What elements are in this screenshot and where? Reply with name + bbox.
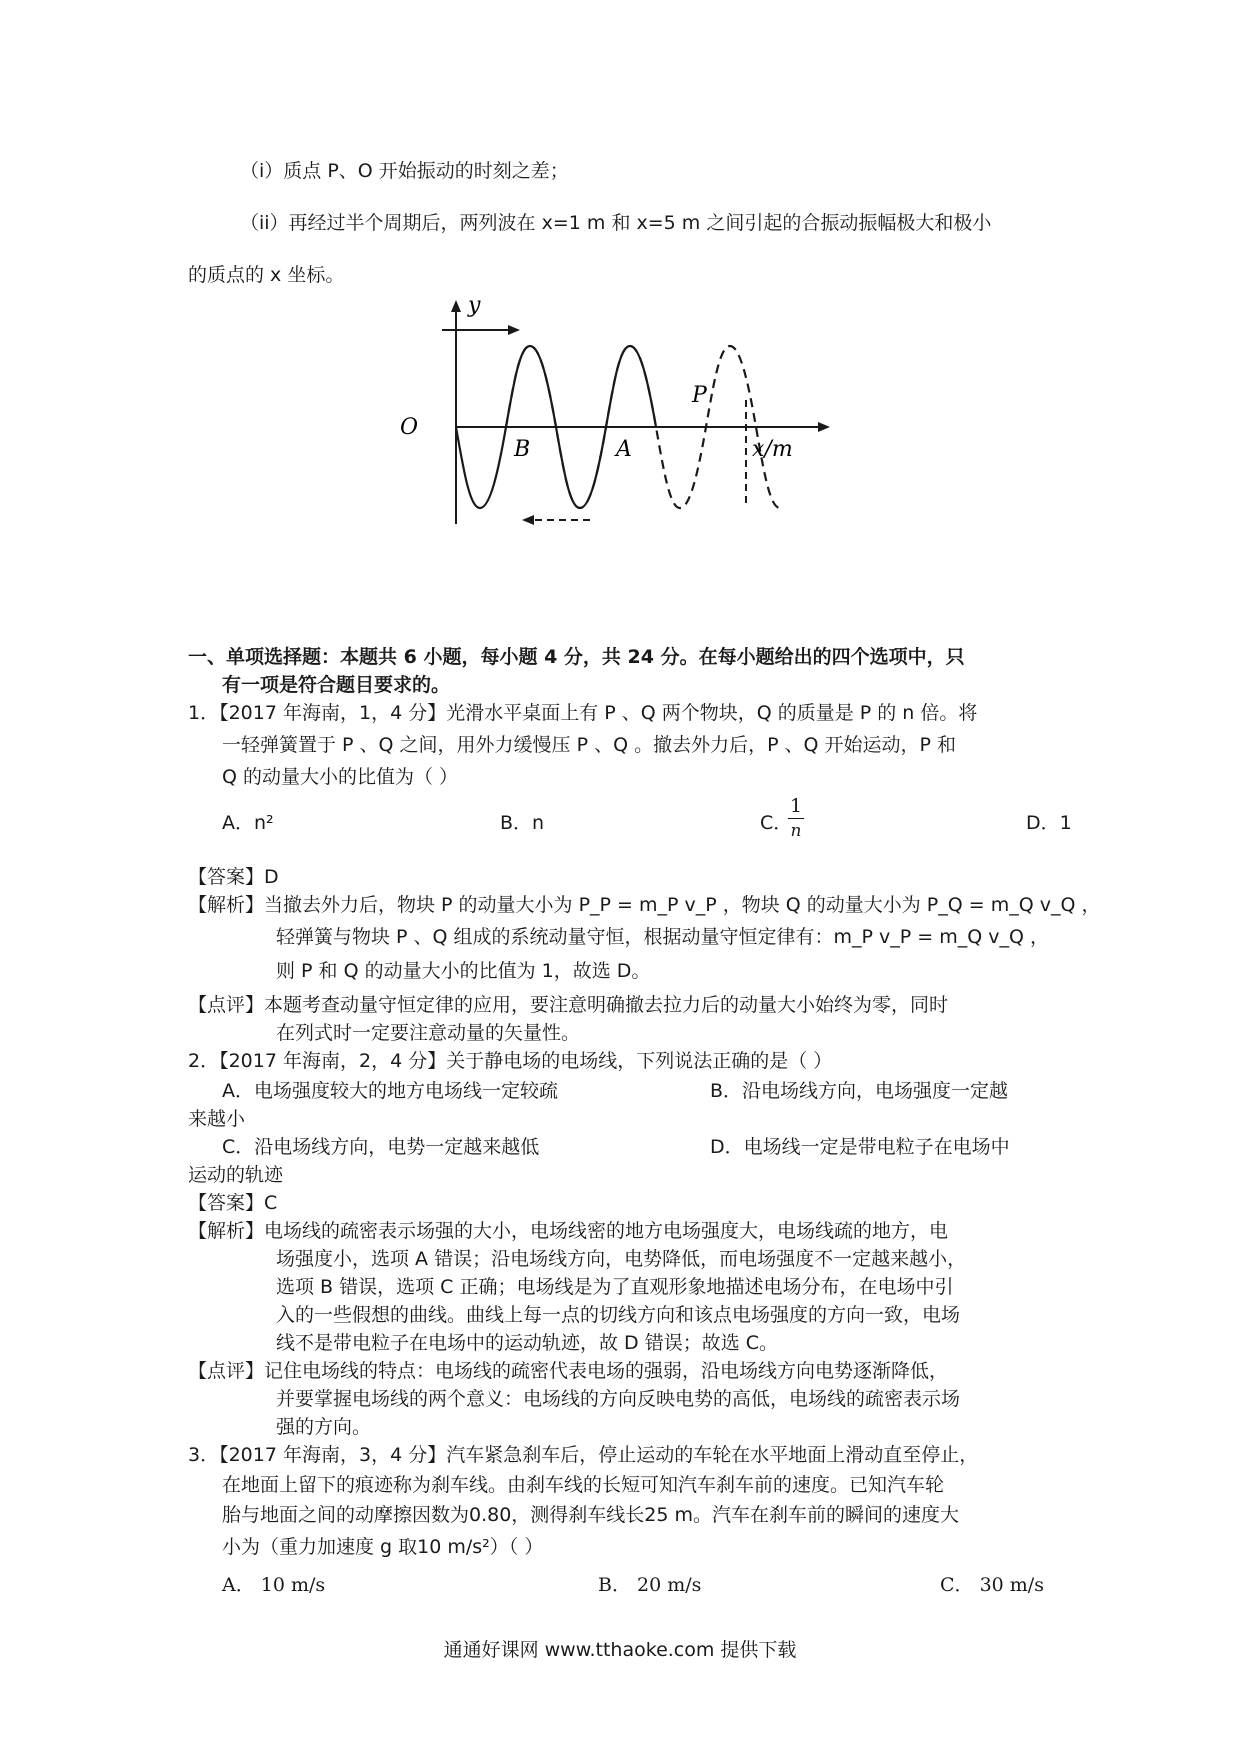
q1-comment-line1: 【点评】本题考查动量守恒定律的应用，要注意明确撤去拉力后的动量大小始终为零，同时: [188, 994, 949, 1016]
y-axis-arrow: [451, 300, 461, 312]
point-p-label: P: [692, 383, 707, 408]
q1-answer: 【答案】D: [188, 866, 279, 888]
q2-comment-line2: 并要掌握电场线的两个意义：电场线的方向反映电势的高低，电场线的疏密表示场: [276, 1388, 961, 1410]
x-axis-arrow: [818, 422, 830, 432]
q2-analysis-line3: 选项 B 错误，选项 C 正确；电场线是为了直观形象地描述电场分布，在电场中引: [276, 1276, 954, 1298]
origin-label: O: [400, 415, 419, 440]
wave-diagram: [400, 293, 840, 538]
question-part-ii: （ii）再经过半个周期后，两列波在 x=1 m 和 x=5 m 之间引起的合振动振幅极大和极小: [240, 212, 992, 234]
q3-stem-line1: 3．【2017 年海南，3，4 分】汽车紧急刹车后，停止运动的车轮在水平地面上滑动直至停止，: [188, 1444, 979, 1466]
fraction-denominator: n: [790, 821, 802, 841]
page-footer: 通通好课网 www.tthaoke.com 提供下载: [443, 1639, 797, 1661]
fraction-numerator: 1: [789, 795, 803, 817]
left-arrow-head: [522, 515, 534, 525]
q2-option-a: A．电场强度较大的地方电场线一定较疏: [222, 1080, 558, 1102]
q2-analysis-line1: 【解析】电场线的疏密表示场强的大小，电场线密的地方电场强度大，电场线疏的地方，电: [188, 1220, 949, 1242]
y-axis-label: y: [468, 293, 481, 318]
q1-analysis-line2: 轻弹簧与物块 P 、Q 组成的系统动量守恒，根据动量守恒定律有：m_P v_P = m_Q v_Q ，: [276, 926, 1049, 948]
point-b-label: B: [514, 437, 531, 462]
x-axis-label: x/m: [752, 437, 793, 462]
q2-option-b-cont: 来越小: [188, 1108, 246, 1130]
q3-stem-line4: 小为（重力加速度 g 取10 m/s²）（ ）: [222, 1536, 544, 1558]
q2-option-d-cont: 运动的轨迹: [188, 1164, 284, 1186]
q3-option-c: C． 30 m/s: [940, 1574, 1044, 1596]
q2-analysis-line4: 入的一些假想的曲线。曲线上每一点的切线方向和该点电场强度的方向一致，电场: [276, 1304, 961, 1326]
section-heading: 一、单项选择题：本题共 6 小题，每小题 4 分，共 24 分。在每小题给出的四个选项中，只: [188, 646, 965, 668]
q2-analysis-line2: 场强度小，选项 A 错误；沿电场线方向，电势降低，而电场强度不一定越来越小，: [276, 1248, 967, 1270]
q2-comment-line3: 强的方向。: [276, 1416, 372, 1438]
right-arrow-head: [508, 325, 520, 335]
q1-option-d: D．1: [1026, 812, 1072, 834]
q2-analysis-line5: 线不是带电粒子在电场中的运动轨迹，故 D 错误；故选 C。: [276, 1332, 779, 1354]
q1-option-a: A．n²: [222, 812, 274, 834]
q3-option-b: B． 20 m/s: [598, 1574, 702, 1596]
point-a-label: A: [616, 437, 632, 462]
q2-option-d: D．电场线一定是带电粒子在电场中: [710, 1136, 1010, 1158]
q2-comment-line1: 【点评】记住电场线的特点：电场线的疏密代表电场的强弱，沿电场线方向电势逐渐降低，: [188, 1360, 949, 1382]
q1-option-c-label: C．: [760, 812, 793, 834]
q1-stem-line2: 一轻弹簧置于 P 、Q 之间，用外力缓慢压 P 、Q 。撤去外力后，P 、Q 开始运动，P 和: [222, 734, 957, 756]
question-part-i: （i）质点 P、O 开始振动的时刻之差；: [240, 160, 569, 182]
section-heading-cont: 有一项是符合题目要求的。: [222, 674, 451, 696]
q1-option-c-fraction: [788, 794, 804, 843]
q2-stem: 2．【2017 年海南，2，4 分】关于静电场的电场线，下列说法正确的是（ ）: [188, 1050, 833, 1072]
q1-comment-line2: 在列式时一定要注意动量的矢量性。: [276, 1022, 581, 1044]
q1-option-b: B．n: [500, 812, 545, 834]
q1-analysis-line3: 则 P 和 Q 的动量大小的比值为 1，故选 D。: [276, 960, 651, 982]
q1-stem-line1: 1．【2017 年海南，1，4 分】光滑水平桌面上有 P 、Q 两个物块，Q 的质量是 P 的 n 倍。将: [188, 702, 978, 724]
q1-stem-line3: Q 的动量大小的比值为（ ）: [222, 766, 459, 788]
q3-stem-line3: 胎与地面之间的动摩擦因数为0.80，测得刹车线长25 m。汽车在刹车前的瞬间的速度大: [222, 1504, 960, 1526]
q2-option-b: B．沿电场线方向，电场强度一定越: [710, 1080, 1009, 1102]
question-part-ii-cont: 的质点的 x 坐标。: [188, 264, 345, 286]
q3-option-a: A． 10 m/s: [222, 1574, 326, 1596]
q1-analysis-line1: 【解析】当撤去外力后，物块 P 的动量大小为 P_P = m_P v_P ，物块 Q 的动量大小为 P_Q = m_Q v_Q ，: [188, 894, 1101, 916]
q2-option-c: C．沿电场线方向，电势一定越来越低: [222, 1136, 540, 1158]
q2-answer: 【答案】C: [188, 1192, 278, 1214]
q3-stem-line2: 在地面上留下的痕迹称为刹车线。由刹车线的长短可知汽车刹车前的速度。已知汽车轮: [222, 1474, 945, 1496]
